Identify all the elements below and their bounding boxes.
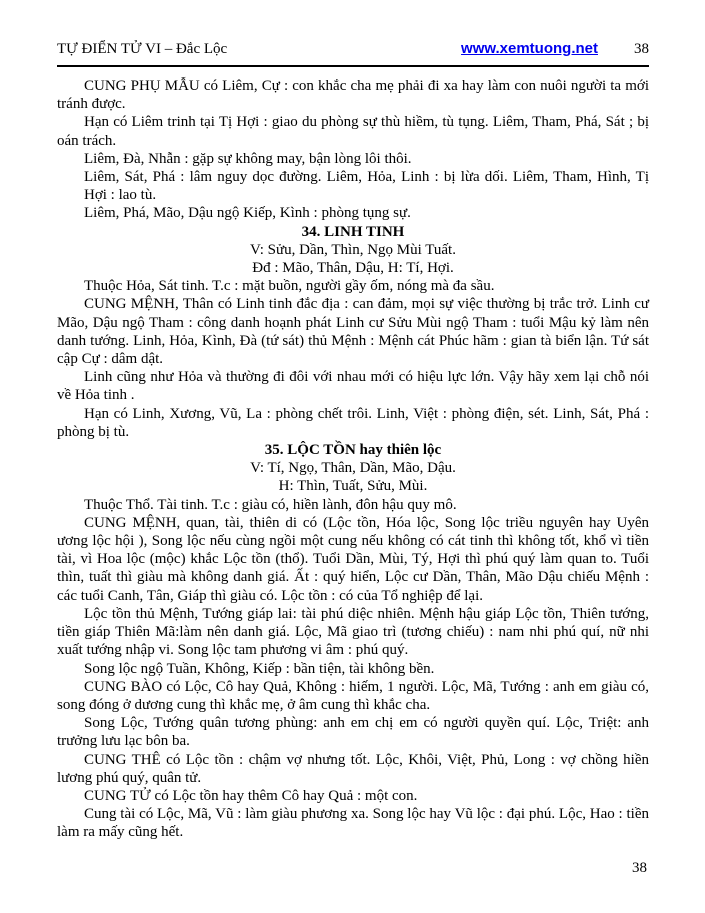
paragraph-liem-da-nhan: Liêm, Đà, Nhẫn : gặp sự không may, bận lòng lôi thôi. bbox=[84, 150, 412, 167]
paragraph-han-linh-xuong: Hạn có Linh, Xương, Vũ, La : phòng chết trôi. Linh, Việt : phòng điện, sét. Linh, Sát, Phá : phòng bị tù. bbox=[57, 405, 649, 440]
center-line-h-35: H: Thìn, Tuất, Sửu, Mùi. bbox=[278, 478, 428, 495]
paragraph-cung-menh-loc: CUNG MỆNH, quan, tài, thiên di có (Lộc tồn, Hóa lộc, Song lộc triều nguyên hay Uyên ương lộc hội ), Song lộc nếu cùng ngồi một cung nếu không có cát tinh thì không tốt, khổ vì tiền tài, vì Hoa lộc (mộc) khắc Lộc tồn (thổ). Tuổi Dần, Mùi, Tý, Hợi thì phú quý làm quan to. Tuổi thìn, tuất thì giàu mà không danh giá. Ất : quý hiển, Lộc cư Dần, Thân, Mão Dậu chiếu Mệnh : các tuổi Canh, Tân, Giáp thì giàu có. Lộc tồn : có của Tổ nghiệp để lại. bbox=[57, 514, 649, 604]
paragraph-thuoc-hoa: Thuộc Hỏa, Sát tinh. T.c : mặt buồn, người gầy ốm, nóng mà đa sầu. bbox=[84, 278, 495, 295]
center-line-dd-34: Đđ : Mão, Thân, Dậu, H: Tí, Hợi. bbox=[252, 260, 454, 277]
paragraph-cung-phu-mau: CUNG PHỤ MẪU có Liêm, Cự : con khắc cha mẹ phải đi xa hay làm con nuôi người ta mới tránh được. bbox=[57, 78, 649, 113]
paragraph-han-liem-trinh: Hạn có Liêm trinh tại Tị Hợi : giao du phòng sự thù hiềm, tù tụng. Liêm, Tham, Phá, Sát ; bị oán trách. bbox=[57, 114, 649, 149]
document-body bbox=[57, 77, 649, 842]
paragraph-cung-the: CUNG THÊ có Lộc tồn : chậm vợ nhưng tốt. Lộc, Khôi, Việt, Phủ, Long : vợ chồng hiền lương phú quý, quân tử. bbox=[57, 751, 649, 786]
site-link[interactable]: www.xemtuong.net bbox=[461, 40, 598, 57]
paragraph-song-loc-ngo-tuan: Song lộc ngộ Tuần, Không, Kiếp : bần tiện, tài không bền. bbox=[84, 660, 435, 677]
paragraph-cung-tai: Cung tài có Lộc, Mã, Vũ : làm giàu phương xa. Song lộc hay Vũ lộc : đại phú. Lộc, Hao : tiền làm ra mấy cũng hết. bbox=[57, 806, 649, 841]
paragraph-liem-sat-pha: Liêm, Sát, Phá : lâm nguy dọc đường. Liêm, Hỏa, Linh : bị lừa dối. Liêm, Tham, Hình, Tị Hợi : lao tù. bbox=[84, 169, 649, 204]
footer-page-number: 38 bbox=[632, 860, 647, 876]
paragraph-linh-nhu-hoa: Linh cũng như Hỏa và thường đi đôi với nhau mới có hiệu lực lớn. Vậy hãy xem lại chỗ nói về Hỏa tinh . bbox=[57, 369, 649, 404]
paragraph-liem-pha-mao: Liêm, Phá, Mão, Dậu ngộ Kiếp, Kình : phòng tụng sự. bbox=[84, 205, 411, 222]
center-line-v-34: V: Sửu, Dần, Thìn, Ngọ Mùi Tuất. bbox=[250, 241, 456, 258]
section-heading-35: 35. LỘC TỒN hay thiên lộc bbox=[264, 442, 442, 459]
paragraph-loc-ton-thu-menh: Lộc tồn thủ Mệnh, Tướng giáp lai: tài phú diệc nhiên. Mệnh hậu giáp Lộc tồn, Thiên tướng, tiền giáp Thiên Mã:làm nên danh giá. Lộc, Mã giao trì (tương chiếu) : nam nhi phú quí, nữ nhi xuất tướng nhập vi. Song lộc tam phương vi âm : phú quý. bbox=[57, 605, 649, 659]
section-heading-34: 34. LINH TINH bbox=[301, 223, 405, 240]
paragraph-cung-bao: CUNG BÀO có Lộc, Cô hay Quả, Không : hiếm, 1 người. Lộc, Mã, Tướng : anh em giàu có, song đóng ở dương cung thì khắc mẹ, ở âm cung thì khắc cha. bbox=[57, 678, 649, 713]
page-header bbox=[57, 40, 649, 58]
document-title: TỰ ĐIỂN TỬ VI – Đắc Lộc bbox=[57, 41, 228, 57]
paragraph-cung-menh-linh: CUNG MỆNH, Thân có Linh tinh đắc địa : can đảm, mọi sự việc thường bị trắc trở. Linh cư Mão, Dậu ngộ Tham : công danh hoạnh phát Linh cư Sửu Mùi ngộ Tham : tuổi Mậu kỷ làm nên danh tướng. Linh, Hỏa, Kình, Đà (tứ sát) thủ Mệnh : Mệnh cát Phúc hãm : gian tà biển lận. Tứ sát cập Cự : dâm dật. bbox=[57, 296, 649, 368]
header-rule bbox=[57, 65, 649, 67]
center-line-v-35: V: Tí, Ngọ, Thân, Dần, Mão, Dậu. bbox=[250, 460, 456, 477]
paragraph-cung-tu: CUNG TỬ có Lộc tồn hay thêm Cô hay Quả : một con. bbox=[84, 787, 418, 804]
header-page-number: 38 bbox=[634, 41, 649, 57]
paragraph-song-loc-tuong-quan: Song Lộc, Tướng quân tương phùng: anh em chị em có người quyền quí. Lộc, Triệt: anh trưởng lưu lạc bôn ba. bbox=[57, 715, 649, 750]
paragraph-thuoc-tho: Thuộc Thổ. Tài tinh. T.c : giàu có, hiền lành, đôn hậu quy mô. bbox=[84, 496, 457, 513]
